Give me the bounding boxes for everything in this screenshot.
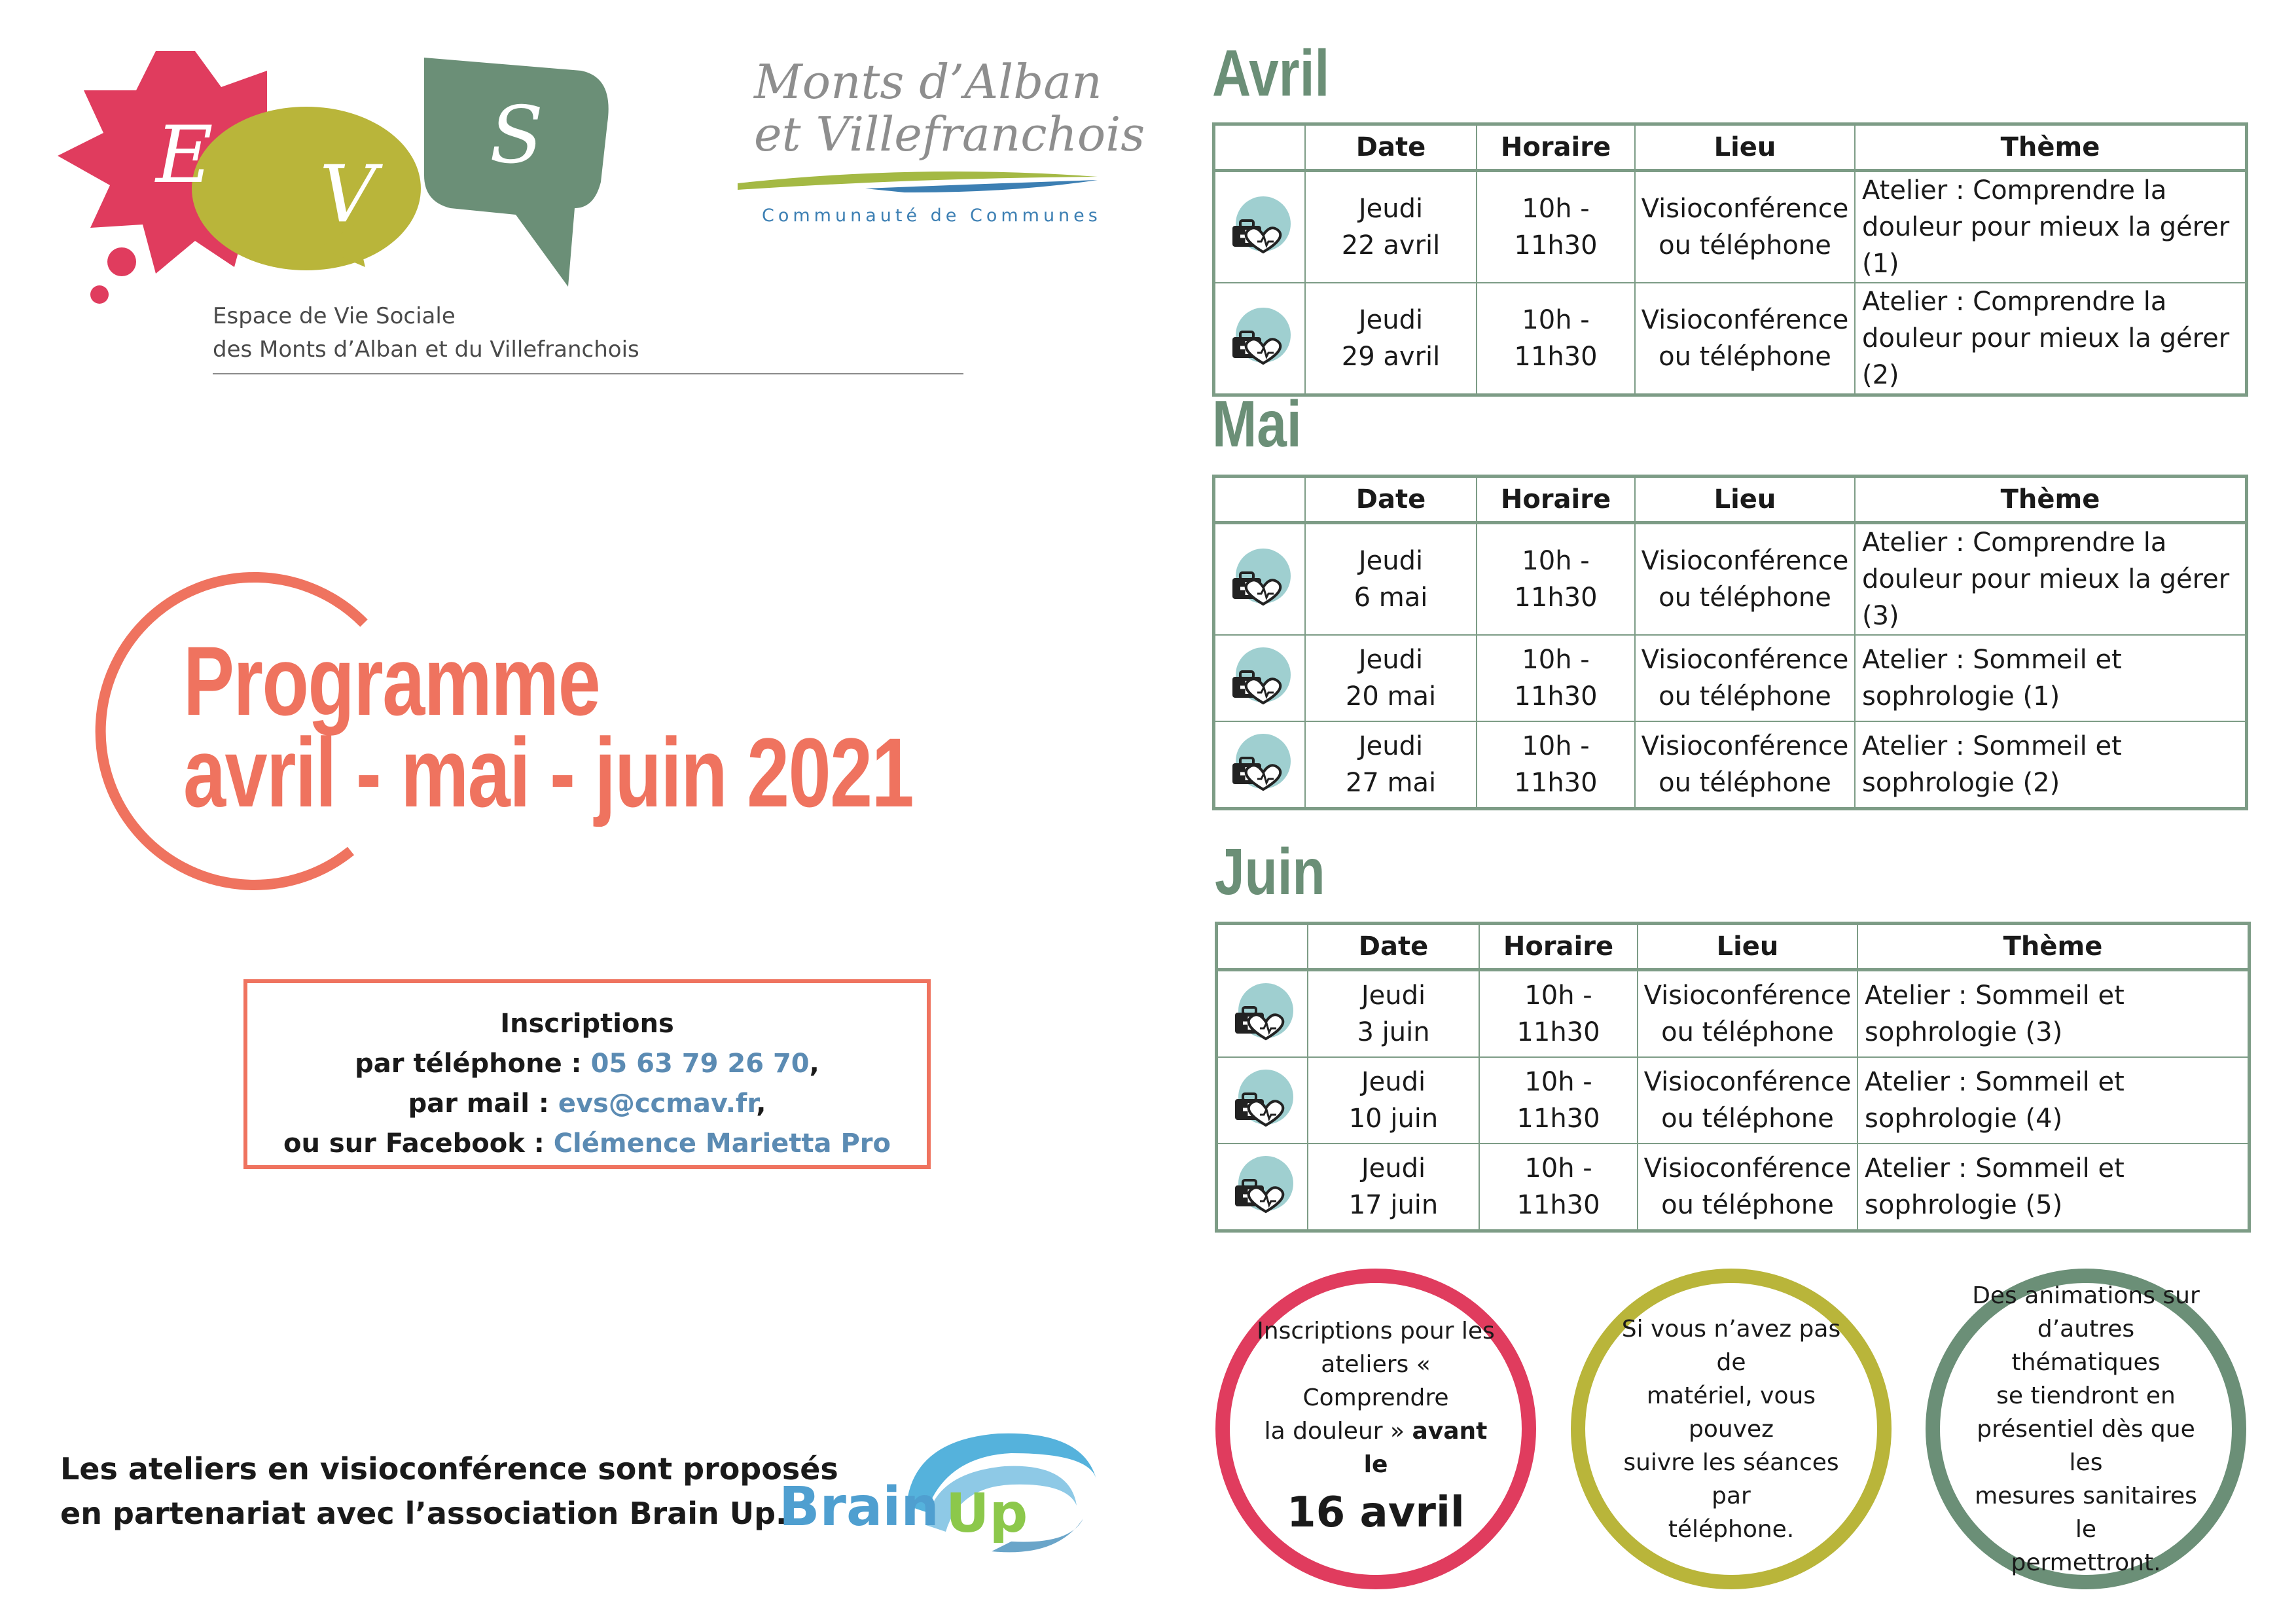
cc-logo-line1: Monts d’Alban (754, 54, 1102, 109)
row-theme-line2: douleur pour mieux la gérer (2) (1862, 323, 2230, 390)
row-place-line2: ou téléphone (1661, 1104, 1834, 1134)
programme-title (183, 626, 914, 827)
row-time-start: 10h - (1522, 731, 1590, 761)
row-theme-line1: Atelier : Sommeil et (1862, 731, 2122, 761)
row-place (1635, 171, 1855, 283)
medical-bag-heart-icon (1230, 1068, 1295, 1133)
row-date-day: Jeudi (1361, 1067, 1426, 1097)
header-icon-col (1217, 924, 1308, 970)
row-time-end: 11h30 (1514, 768, 1598, 798)
row-icon-cell (1217, 970, 1308, 1058)
table-row (1214, 635, 2247, 721)
row-date (1305, 721, 1477, 809)
header-lieu: Lieu (1635, 477, 1855, 523)
table-header-row (1214, 124, 2247, 171)
header-icon-col (1214, 124, 1306, 171)
row-place (1635, 635, 1855, 721)
row-place-line2: ou téléphone (1661, 1017, 1834, 1047)
header-theme: Thème (1855, 124, 2247, 171)
row-place (1635, 523, 1855, 636)
row-theme (1857, 1144, 2250, 1231)
row-place-line2: ou téléphone (1659, 583, 1831, 613)
row-time-end: 11h30 (1514, 681, 1598, 712)
row-icon-cell (1214, 523, 1306, 636)
circle-line: présentiel dès que les (1977, 1415, 2195, 1476)
facebook-link[interactable]: Clémence Marietta Pro (553, 1128, 891, 1159)
medical-bag-heart-icon (1227, 645, 1293, 711)
row-theme (1855, 721, 2247, 809)
month-title-juin: Juin (1215, 835, 1325, 909)
row-time-start: 10h - (1524, 1067, 1592, 1097)
row-date (1308, 1057, 1479, 1144)
row-theme-line1: Atelier : Sommeil et (1865, 1153, 2125, 1183)
row-time-end: 11h30 (1514, 230, 1598, 261)
partner-line1: Les ateliers en visioconférence sont proposés (60, 1451, 838, 1487)
row-time-end: 11h30 (1516, 1017, 1600, 1047)
row-place-line1: Visioconférence (1643, 981, 1852, 1011)
phone-number[interactable]: 05 63 79 26 70 (590, 1049, 810, 1079)
row-time-end: 11h30 (1514, 342, 1598, 372)
row-icon-cell (1214, 721, 1306, 809)
mail-label: par mail : (408, 1089, 558, 1119)
row-place-line2: ou téléphone (1661, 1190, 1834, 1220)
row-date-day: Jeudi (1358, 645, 1424, 675)
evs-subtitle (213, 300, 639, 367)
circle-line: matériel, vous pouvez (1646, 1382, 1816, 1443)
circle-line: Inscriptions pour les (1257, 1317, 1495, 1344)
inscriptions-phone-line (247, 1044, 927, 1084)
row-time-end: 11h30 (1516, 1190, 1600, 1220)
row-theme (1855, 635, 2247, 721)
row-time-start: 10h - (1524, 981, 1592, 1011)
cc-logo-line2: et Villefranchois (754, 107, 1145, 162)
row-date-value: 27 mai (1345, 768, 1437, 798)
row-theme-line2: douleur pour mieux la gérer (3) (1862, 564, 2230, 631)
medical-bag-heart-icon (1227, 547, 1293, 612)
row-time (1479, 1057, 1638, 1144)
cc-logo (734, 52, 1145, 229)
circle-line-bold: avant le (1363, 1417, 1488, 1478)
medical-bag-heart-icon (1227, 732, 1293, 797)
row-theme-line1: Atelier : Comprendre la (1862, 528, 2167, 558)
row-theme (1857, 970, 2250, 1058)
row-time-end: 11h30 (1514, 583, 1598, 613)
table-row (1217, 1057, 2250, 1144)
circle-line: se tiendront en (1996, 1382, 2176, 1409)
evs-subtitle-line1: Espace de Vie Sociale (213, 303, 456, 329)
row-place (1635, 721, 1855, 809)
row-place-line2: ou téléphone (1659, 342, 1831, 372)
row-icon-cell (1214, 283, 1306, 395)
row-theme-line2: sophrologie (2) (1862, 768, 2060, 798)
row-theme-line2: sophrologie (4) (1865, 1104, 2063, 1134)
row-theme-line1: Atelier : Comprendre la (1862, 175, 2167, 206)
circle-line-part: la douleur » (1264, 1417, 1412, 1445)
info-circle-animations (1926, 1269, 2246, 1589)
row-place-line1: Visioconférence (1643, 1067, 1852, 1097)
brain-up-logo (776, 1427, 1103, 1564)
row-time (1479, 1144, 1638, 1231)
row-date (1305, 635, 1477, 721)
circle-line: téléphone. (1668, 1515, 1795, 1543)
medical-bag-heart-icon (1230, 1154, 1295, 1219)
mail-link[interactable]: evs@ccmav.fr (558, 1089, 757, 1119)
row-date-day: Jeudi (1358, 546, 1424, 576)
circle-line: Si vous n’avez pas de (1621, 1315, 1841, 1376)
row-icon-cell (1217, 1057, 1308, 1144)
brain-up-logo-word1: Brain (779, 1476, 939, 1538)
row-theme (1855, 523, 2247, 636)
evs-letter-s: S (490, 90, 544, 181)
month-title-avril: Avril (1212, 37, 1330, 110)
inscriptions-mail-line (247, 1084, 927, 1124)
header-lieu: Lieu (1635, 124, 1855, 171)
row-time (1477, 523, 1635, 636)
row-place (1638, 970, 1857, 1058)
row-time-end: 11h30 (1516, 1104, 1600, 1134)
row-time (1477, 635, 1635, 721)
row-date (1305, 523, 1477, 636)
row-place-line2: ou téléphone (1659, 681, 1831, 712)
circle-line: mesures sanitaires le (1975, 1482, 2197, 1543)
facebook-label: ou sur Facebook : (283, 1128, 554, 1159)
programme-title-line2: avril - mai - juin 2021 (183, 717, 914, 827)
row-date-value: 17 juin (1348, 1190, 1439, 1220)
row-place-line1: Visioconférence (1641, 645, 1849, 675)
inscriptions-box (243, 979, 931, 1169)
row-date-day: Jeudi (1361, 1153, 1426, 1183)
row-place (1638, 1057, 1857, 1144)
row-date-value: 3 juin (1357, 1017, 1430, 1047)
row-theme (1855, 283, 2247, 395)
row-time-start: 10h - (1522, 645, 1590, 675)
row-date-value: 6 mai (1354, 583, 1428, 613)
inscriptions-facebook-line (247, 1124, 927, 1164)
row-theme-line1: Atelier : Sommeil et (1865, 981, 2125, 1011)
row-place-line1: Visioconférence (1641, 305, 1849, 335)
table-row (1217, 970, 2250, 1058)
row-date-day: Jeudi (1358, 194, 1424, 224)
row-place-line1: Visioconférence (1641, 546, 1849, 576)
row-theme-line1: Atelier : Sommeil et (1865, 1067, 2125, 1097)
row-place-line2: ou téléphone (1659, 230, 1831, 261)
table-header-row (1214, 477, 2247, 523)
evs-letter-v: V (319, 149, 376, 240)
info-circle-animations-text (1962, 1279, 2210, 1579)
row-date-value: 10 juin (1348, 1104, 1439, 1134)
schedule-table-mai (1212, 475, 2248, 810)
info-circle-inscriptions-text (1251, 1314, 1500, 1544)
row-time (1477, 283, 1635, 395)
row-theme (1857, 1057, 2250, 1144)
medical-bag-heart-icon (1230, 981, 1295, 1047)
phone-label: par téléphone : (355, 1049, 591, 1079)
header-date: Date (1305, 124, 1477, 171)
info-circle-inscriptions (1215, 1269, 1536, 1589)
header-lieu: Lieu (1638, 924, 1857, 970)
header-horaire: Horaire (1477, 124, 1635, 171)
row-date-value: 20 mai (1345, 681, 1437, 712)
row-date (1305, 283, 1477, 395)
circle-line: Des animations sur (1972, 1282, 2200, 1309)
row-place-line2: ou téléphone (1659, 768, 1831, 798)
partner-text (60, 1447, 838, 1536)
row-place-line1: Visioconférence (1641, 731, 1849, 761)
header-date: Date (1305, 477, 1477, 523)
circle-line: suivre les séances par (1623, 1449, 1839, 1509)
row-theme-line2: douleur pour mieux la gérer (1) (1862, 212, 2230, 279)
row-date (1308, 1144, 1479, 1231)
header-date: Date (1308, 924, 1479, 970)
circle-line (1251, 1415, 1500, 1481)
row-theme-line2: sophrologie (5) (1865, 1190, 2063, 1220)
mail-suffix: , (756, 1089, 766, 1119)
evs-letter-e: E (156, 110, 213, 201)
row-time-start: 10h - (1522, 194, 1590, 224)
row-theme (1855, 171, 2247, 283)
row-date (1308, 970, 1479, 1058)
row-time (1477, 721, 1635, 809)
schedule-table-avril (1212, 122, 2248, 397)
table-row (1214, 283, 2247, 395)
row-time-start: 10h - (1522, 546, 1590, 576)
row-date-day: Jeudi (1358, 731, 1424, 761)
brain-up-logo-word2: Up (946, 1483, 1028, 1545)
row-place (1635, 283, 1855, 395)
row-date-day: Jeudi (1361, 981, 1426, 1011)
row-time-start: 10h - (1522, 305, 1590, 335)
partner-line2: en partenariat avec l’association Brain Up. (60, 1496, 787, 1531)
info-circle-telephone-text (1607, 1312, 1856, 1546)
header-horaire: Horaire (1477, 477, 1635, 523)
row-place (1638, 1144, 1857, 1231)
row-date-day: Jeudi (1358, 305, 1424, 335)
row-date-value: 29 avril (1341, 342, 1441, 372)
circle-line: permettront. (2011, 1549, 2161, 1576)
cc-logo-tagline: Communauté de Communes (762, 206, 1102, 226)
header-horaire: Horaire (1479, 924, 1638, 970)
table-row (1217, 1144, 2250, 1231)
schedule-table-juin (1215, 922, 2251, 1233)
row-time (1477, 171, 1635, 283)
header-icon-col (1214, 477, 1306, 523)
table-row (1214, 171, 2247, 283)
deadline-date: 16 avril (1287, 1488, 1465, 1537)
row-theme-line1: Atelier : Comprendre la (1862, 287, 2167, 317)
row-icon-cell (1214, 635, 1306, 721)
row-date (1305, 171, 1477, 283)
table-row (1214, 721, 2247, 809)
evs-logo (58, 51, 620, 333)
evs-subtitle-line2: des Monts d’Alban et du Villefranchois (213, 336, 639, 363)
row-theme-line2: sophrologie (3) (1865, 1017, 2063, 1047)
header-theme: Thème (1855, 477, 2247, 523)
row-theme-line1: Atelier : Sommeil et (1862, 645, 2122, 675)
row-icon-cell (1217, 1144, 1308, 1231)
row-place-line1: Visioconférence (1641, 194, 1849, 224)
row-icon-cell (1214, 171, 1306, 283)
programme-title-line1: Programme (183, 626, 600, 736)
row-place-line1: Visioconférence (1643, 1153, 1852, 1183)
phone-suffix: , (809, 1049, 819, 1079)
row-date-value: 22 avril (1341, 230, 1441, 261)
header-divider (213, 373, 963, 374)
table-row (1214, 523, 2247, 636)
inscriptions-title: Inscriptions (500, 1009, 674, 1039)
circle-line: ateliers « Comprendre (1302, 1350, 1449, 1411)
row-time (1479, 970, 1638, 1058)
medical-bag-heart-icon (1227, 306, 1293, 371)
circle-line: d’autres thématiques (2011, 1315, 2161, 1376)
row-theme-line2: sophrologie (1) (1862, 681, 2060, 712)
row-time-start: 10h - (1524, 1153, 1592, 1183)
month-title-mai: Mai (1212, 388, 1302, 461)
info-circle-telephone (1571, 1269, 1892, 1589)
header-theme: Thème (1857, 924, 2250, 970)
table-header-row (1217, 924, 2250, 970)
medical-bag-heart-icon (1227, 194, 1293, 260)
